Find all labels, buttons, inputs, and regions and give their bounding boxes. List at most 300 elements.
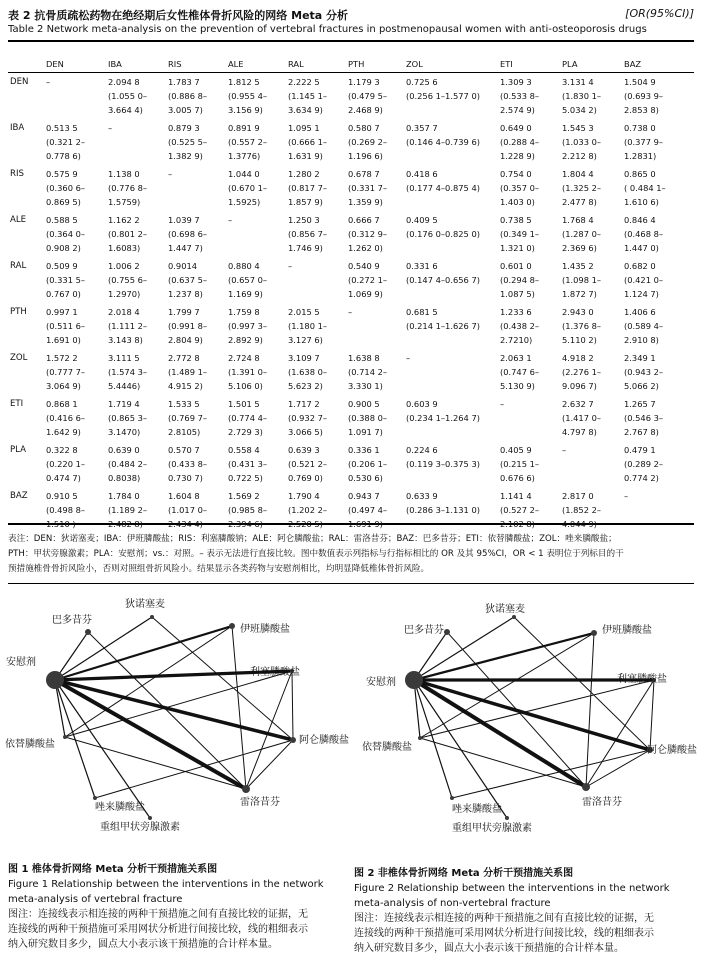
cell-line: 0.868 1 [46,399,78,409]
column-header [8,56,44,71]
fig2-node-pla [405,671,423,689]
table-cell [346,209,404,255]
table-cell [166,347,226,393]
cell-line: (0.557 2– [228,137,268,147]
fig2-edge-eti-ris [420,680,654,738]
column-header: ZOL [406,58,423,69]
cell-line: (0.521 2– [288,459,328,469]
cell-line: 3.005 7) [168,105,203,115]
table-cell [166,439,226,485]
cell-line: 0.649 0 [500,123,532,133]
cell-line: (0.269 2– [348,137,388,147]
fig1-node-pth [148,816,152,820]
cell-line: (0.431 3– [228,459,268,469]
cell-line: (0.856 7– [288,229,328,239]
cell-line: (0.589 4– [624,321,664,331]
table-cell [106,71,166,117]
table-cell [560,485,622,531]
cell-line: 1.250 3 [288,215,320,225]
table-cell [346,347,404,393]
cell-line: 0.603 9 [406,399,438,409]
table-cell [346,71,404,117]
cell-line: 0.879 3 [168,123,200,133]
cell-line: (0.288 4– [500,137,540,147]
cell-line: (0.357 0– [500,183,540,193]
cell-line: (0.147 4–0.656 7) [406,275,480,285]
cell-line: 4.915 2) [168,381,203,391]
cell-line: 0.336 1 [348,445,380,455]
cell-line: 0.891 9 [228,123,260,133]
table-row [8,347,694,393]
cell-line: 1.179 3 [348,77,380,87]
cell-line: 1.510 ) [46,519,76,529]
fig2-edge-ris-ale [650,680,654,750]
cell-line: (0.932 7– [288,413,328,423]
fig2-label-pla: 安慰剂 [366,677,396,688]
cell-line: (0.146 4–0.739 6) [406,137,480,147]
table-cell [286,301,346,347]
cell-line: (1.145 1– [288,91,328,101]
cell-line: 1.447 7) [168,243,203,253]
table-cell [286,163,346,209]
cell-line: (1.189 2– [108,505,148,515]
cell-line: (1.391 0– [228,367,268,377]
figure2-title-cn: 图 2 非椎体骨折网络 Meta 分析干预措施关系图 [354,868,574,879]
cell-line: 1.265 7 [624,399,656,409]
cell-line: 1.790 4 [288,491,320,501]
row-label: BAZ [10,491,28,501]
fig2-label-baz: 巴多昔芬 [404,625,444,636]
cell-line: 0.331 6 [406,261,438,271]
cell-line: 1.872 7) [562,289,597,299]
cell-line: 0.588 5 [46,215,78,225]
cell-line: 1.5925) [228,197,261,207]
table-cell [286,71,346,117]
table-cell [346,117,404,163]
cell-line: 1.631 9) [288,151,323,161]
cell-line: 2.632 7 [562,399,594,409]
cell-line: 2.8105) [168,427,201,437]
fig1-node-zol [93,796,97,800]
table-cell [498,71,560,117]
cell-line: (0.985 8– [228,505,268,515]
table-cell [286,485,346,531]
row-label: PLA [10,445,27,455]
cell-line: 2.434 4) [168,519,203,529]
cell-line: 1.095 1 [288,123,320,133]
table-cell [166,117,226,163]
table-cell [166,301,226,347]
cell-line: (1.180 1– [288,321,328,331]
cell-line: (0.272 1– [348,275,388,285]
table-cell [166,163,226,209]
cell-line: (1.111 2– [108,321,148,331]
table-cell [404,163,498,209]
cell-line: 0.570 7 [168,445,200,455]
table-cell [44,255,106,301]
table-cell [226,485,286,531]
cell-line: 2.804 9) [168,335,203,345]
cell-line: 2.817 0 [562,491,594,501]
table-cell [166,255,226,301]
table-cell [106,485,166,531]
cell-line: (0.176 0–0.825 0) [406,229,480,239]
cell-line: (0.220 1– [46,459,86,469]
row-label: DEN [10,77,29,87]
cell-line: 1.783 7 [168,77,200,87]
cell-line: 1.435 2 [562,261,594,271]
fig2-label-iba: 伊班膦酸盐 [602,625,652,636]
cell-line: 1.321 0) [500,243,535,253]
cell-line: 0.474 7) [46,473,81,483]
cell-line: 0.738 5 [500,215,532,225]
cell-line: (0.177 4–0.875 4) [406,183,480,193]
cell-line: 1.039 7 [168,215,200,225]
cell-line: 0.513 5 [46,123,78,133]
table-cell [226,209,286,255]
cell-line: (0.886 8– [168,91,208,101]
fig1-edge-ris-ale [292,671,293,740]
cell-line: 1.382 9) [168,151,203,161]
table-cell [44,117,106,163]
cell-line: – [562,445,567,455]
cell-line: 0.530 6) [348,473,383,483]
table-row [8,163,694,209]
table-cell [560,301,622,347]
cell-line: 2.772 8 [168,353,200,363]
cell-line: 1.403 0) [500,197,535,207]
cell-line: (1.033 0– [562,137,602,147]
cell-line: 0.409 5 [406,215,438,225]
fig2-edge-eti-ral [420,738,586,787]
cell-line: 0.910 5 [46,491,78,501]
fig1-edge-pla-den [55,617,152,680]
cell-line: 2.7210) [500,335,533,345]
table-cell [166,393,226,439]
table-cell [106,301,166,347]
fig1-node-den [150,615,154,619]
cell-line: 1.309 3 [500,77,532,87]
cell-line: 0.865 0 [624,169,656,179]
table-note-line: 预措施椎骨骨折风险小，否则对照组骨折风险小。结果显示各类药物与安慰剂相比，均明显降低椎体骨折风险。 [8,564,430,574]
table-cell [226,255,286,301]
cell-line: (0.546 3– [624,413,664,423]
cell-line: – [406,353,411,363]
figure2-title-en: Figure 2 Relationship between the interventions in the network [354,883,670,894]
table-cell [622,439,694,485]
cell-line: 2.477 8) [562,197,597,207]
cell-line: (0.214 1–1.626 7) [406,321,480,331]
table-cell [346,163,404,209]
table-cell [622,209,694,255]
cell-line: (0.388 0– [348,413,388,423]
cell-line: (0.865 3– [108,413,148,423]
cell-line: 1.406 6 [624,307,656,317]
fig2-node-pth [505,816,509,820]
cell-line: 0.601 0 [500,261,532,271]
cell-line: 0.575 9 [46,169,78,179]
cell-line: (0.774 4– [228,413,268,423]
table-cell [498,347,560,393]
cell-line: (0.666 1– [288,137,328,147]
column-header: ETI [500,58,513,69]
cell-line: – [624,491,629,501]
table-cell [622,485,694,531]
cell-line: 1.169 9) [228,289,263,299]
fig1-label-pth: 重组甲状旁腺激素 [100,822,180,833]
cell-line: (0.997 3– [228,321,268,331]
cell-line: (2.276 1– [562,367,602,377]
fig2-edge-pla-pth [414,680,507,818]
table-cell [286,347,346,393]
cell-line: 1.719 4 [108,399,140,409]
table-cell [498,393,560,439]
table-cell [560,347,622,393]
figure2-caption [354,866,696,956]
cell-line: (1.852 2– [562,505,602,515]
fig1-label-zol: 唑来膦酸盐 [95,802,145,813]
figure1-explain: 纳入研究数目多少，圆点大小表示该干预措施的合计样本量。 [8,939,278,950]
cell-line: ( 0.484 1– [624,183,666,193]
table-cell [166,485,226,531]
table-cell [560,163,622,209]
cell-line: (0.360 6– [46,183,86,193]
cell-line: 1.812 5 [228,77,260,87]
cell-line: 2.724 8 [228,353,260,363]
fig2-node-den [512,615,516,619]
fig1-edge-iba-ral [232,626,246,789]
table-cell [44,347,106,393]
fig1-edge-pla-ral [55,680,246,789]
cell-line: 1.533 5 [168,399,200,409]
table-cell [44,209,106,255]
table-cell [498,255,560,301]
cell-line: 1.359 9) [348,197,383,207]
table-cell [106,393,166,439]
cell-line: (0.747 6– [500,367,540,377]
table-cell [226,71,286,117]
fig2-label-ale: 阿仑膦酸盐 [647,745,697,756]
fig1-edge-iba-eti [65,626,232,737]
cell-line: 1.141 4 [500,491,532,501]
cell-line: 0.639 0 [108,445,140,455]
table-cell [622,301,694,347]
cell-line: – [288,261,293,271]
cell-line: 3.109 7 [288,353,320,363]
cell-line: 0.322 8 [46,445,78,455]
cell-line: 1.138 0 [108,169,140,179]
table-cell [44,301,106,347]
cell-line: 1.069 9) [348,289,383,299]
cell-line: 1.2970) [108,289,141,299]
table-title-cn: 表 2 抗骨质疏松药物在绝经期后女性椎体骨折风险的网络 Meta 分析 [8,9,349,22]
table-cell [166,209,226,255]
cell-line: 2.729 3) [228,427,263,437]
cell-line: 1.768 4 [562,215,594,225]
cell-line: (0.755 6– [108,275,148,285]
cell-line: 0.997 1 [46,307,78,317]
figure1-explain: 连接线的两种干预措施可采用网状分析进行间接比较，线的粗细表示 [8,924,308,935]
table-cell [622,393,694,439]
table-cell [106,255,166,301]
table-cell [346,255,404,301]
cell-line: 0.774 2) [624,473,659,483]
column-header: RAL [288,58,304,69]
cell-line: – [46,77,51,87]
cell-line: (1.417 0– [562,413,602,423]
fig1-edge-pla-iba [55,626,232,680]
figure1-title-en: meta-analysis of vertebral fracture [8,894,183,905]
cell-line: 1.162 2 [108,215,140,225]
cell-line: 0.479 1 [624,445,656,455]
table-cell [286,209,346,255]
cell-line: 0.754 0 [500,169,532,179]
cell-line: 2.102 8) [500,519,535,529]
table-cell [226,439,286,485]
cell-line: 1.044 0 [228,169,260,179]
table-cell [622,255,694,301]
table-row [8,71,694,117]
fig2-label-ris: 利塞膦酸盐 [617,674,667,685]
cell-line: 2.094 8 [108,77,140,87]
table-title-en: Table 2 Network meta-analysis on the prevention of vertebral fractures in postmenopausal women with anti-osteoporosis drugs [8,24,647,35]
cell-line: 1.262 0) [348,243,383,253]
column-header: IBA [108,58,122,69]
cell-line: 0.224 6 [406,445,438,455]
fig2-label-zol: 唑来膦酸盐 [452,804,502,815]
cell-line: (0.484 2– [108,459,148,469]
table-cell [346,485,404,531]
cell-line: 1.572 2 [46,353,78,363]
cell-line: 1.569 2 [228,491,260,501]
cell-line: 2.394 6) [228,519,263,529]
cell-line: 0.730 7) [168,473,203,483]
cell-line: 5.106 0) [228,381,263,391]
fig1-edge-eti-ral [65,737,246,789]
table-cell [560,117,622,163]
cell-line: (0.468 8– [624,229,664,239]
cell-line: 1.501 5 [228,399,260,409]
cell-line: 0.769 0) [288,473,323,483]
cell-line: (1.055 0– [108,91,148,101]
cell-line: – [168,169,173,179]
table-cell [44,71,106,117]
row-label: ALE [10,215,27,225]
table-cell [106,209,166,255]
cell-line: 1.3776) [228,151,261,161]
cell-line: (0.119 3–0.375 3) [406,459,480,469]
network-graph-non-vertebral [352,590,702,840]
table-cell [404,439,498,485]
cell-line: 0.540 9 [348,261,380,271]
cell-line: 0.738 0 [624,123,656,133]
cell-line: 5.066 2) [624,381,659,391]
cell-line: (0.657 0– [228,275,268,285]
cell-line: 1.691 0) [46,335,81,345]
cell-line: 2.767 8) [624,427,659,437]
table-cell [404,117,498,163]
table-cell [286,439,346,485]
row-label: ETI [10,399,24,409]
cell-line: 5.4446) [108,381,141,391]
cell-line: 3.330 1) [348,381,383,391]
cell-line: 2.892 9) [228,335,263,345]
table-cell [286,393,346,439]
cell-line: (1.489 1– [168,367,208,377]
cell-line: (0.438 2– [500,321,540,331]
cell-line: 2.520 5) [288,519,323,529]
cell-line: (0.286 3–1.131 0) [406,505,480,515]
cell-line: 0.676 6) [500,473,535,483]
cell-line: (0.479 5– [348,91,388,101]
cell-line: (0.321 2– [46,137,86,147]
or-matrix-table [8,56,694,531]
table-cell [106,163,166,209]
cell-line: 1.196 6) [348,151,383,161]
cell-line: – [228,215,233,225]
fig1-node-ral [242,785,250,793]
cell-line: 5.034 2) [562,105,597,115]
cell-line: 0.880 4 [228,261,260,271]
cell-line: 0.900 5 [348,399,380,409]
cell-line: 0.9014 [168,261,198,271]
cell-line: 1.228 9) [500,151,535,161]
table-cell [166,71,226,117]
cell-line: 0.908 2) [46,243,81,253]
cell-line: (0.769 7– [168,413,208,423]
table-cell [44,163,106,209]
cell-line: 1.280 2 [288,169,320,179]
cell-line: 9.096 7) [562,381,597,391]
fig2-label-eti: 依替膦酸盐 [362,742,412,753]
table-row [8,393,694,439]
cell-line: 1.545 3 [562,123,594,133]
table-cell [404,485,498,531]
cell-line: (1.574 3– [108,367,148,377]
cell-line: 3.634 9) [288,105,323,115]
cell-line: 0.869 5) [46,197,81,207]
table-cell [560,439,622,485]
cell-line: (0.433 8– [168,459,208,469]
cell-line: (0.525 5– [168,137,208,147]
cell-line: (0.955 4– [228,91,268,101]
cell-line: 2.222 5 [288,77,320,87]
cell-line: 5.623 2) [288,381,323,391]
table-cell [498,117,560,163]
table-cell [404,347,498,393]
cell-line: 1.799 7 [168,307,200,317]
fig2-node-baz [444,629,450,635]
fig2-label-pth: 重组甲状旁腺激素 [452,823,532,834]
network-graph-vertebral [0,590,350,840]
table-cell [226,117,286,163]
cell-line: (1.017 0– [168,505,208,515]
table-cell [286,117,346,163]
table-row [8,209,694,255]
column-header: RIS [168,58,182,69]
cell-line: (0.497 4– [348,505,388,515]
fig1-node-baz [85,629,91,635]
cell-line: 4.797 8) [562,427,597,437]
row-label: PTH [10,307,27,317]
table-row [8,301,694,347]
cell-line: (0.533 8– [500,91,540,101]
cell-line: 1.804 4 [562,169,594,179]
fig1-edge-zol-ale [95,740,293,798]
row-label: RAL [10,261,27,271]
table-cell [226,163,286,209]
table-cell [498,485,560,531]
